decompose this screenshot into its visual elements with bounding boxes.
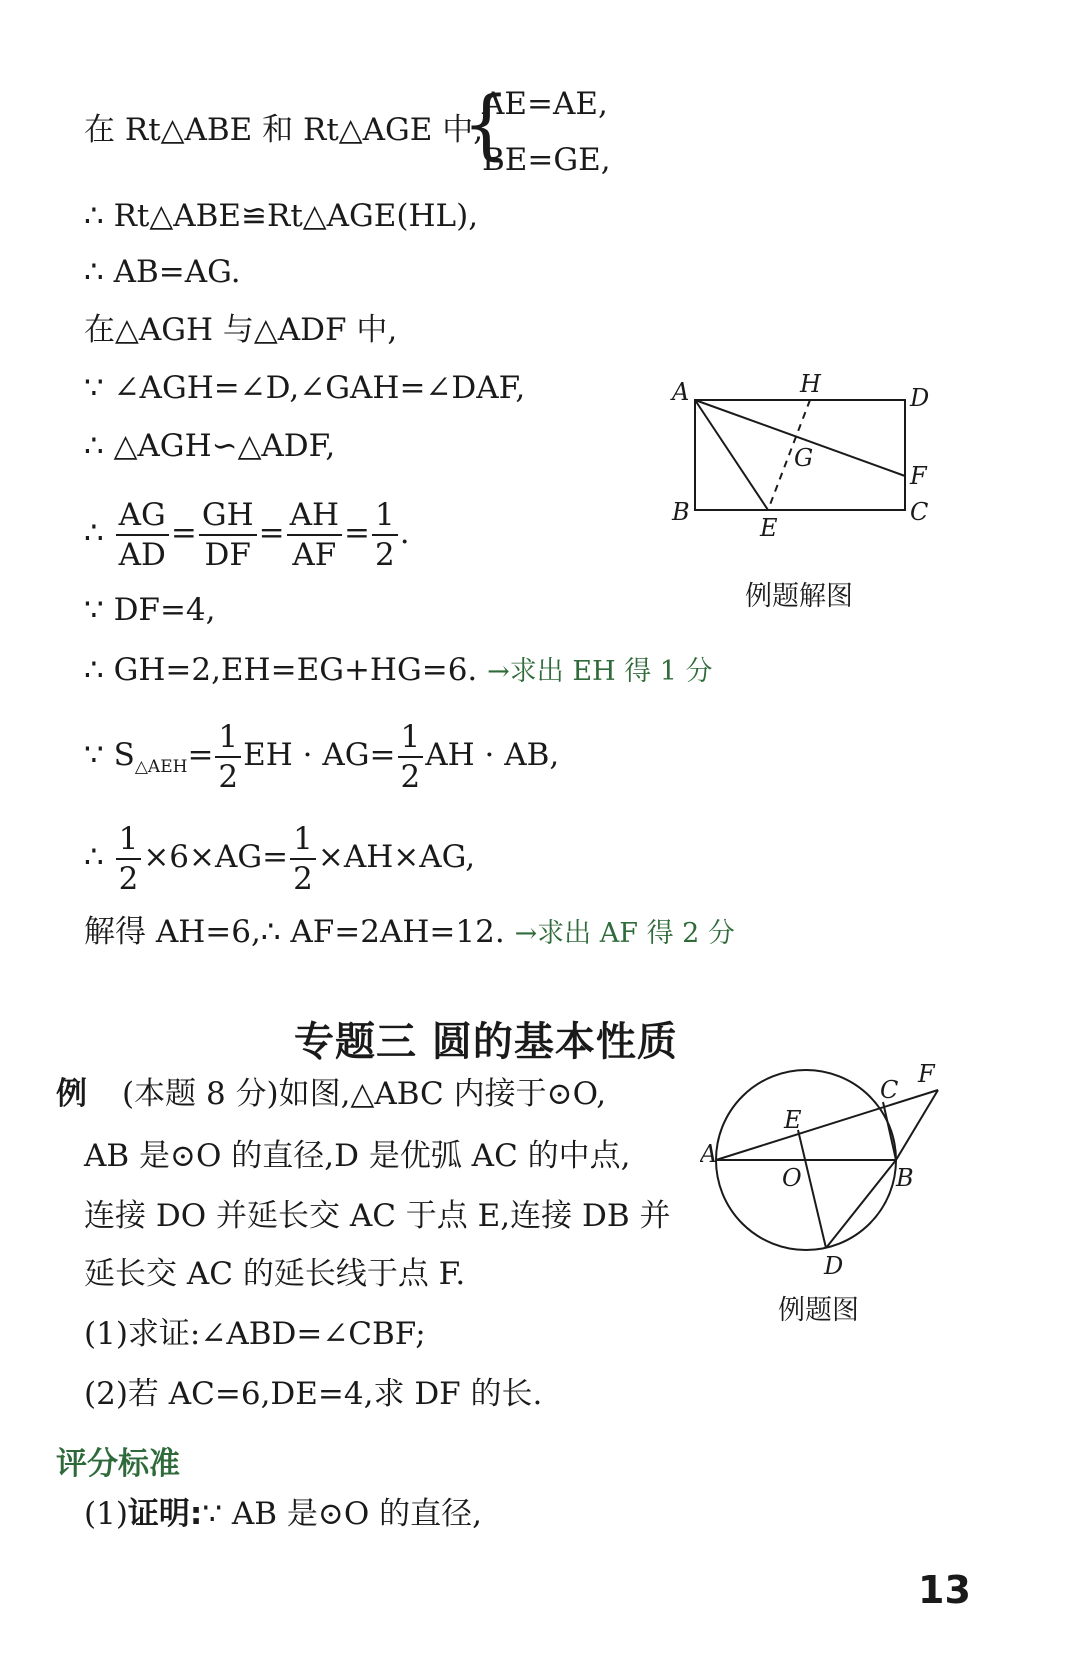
system-brace: { bbox=[462, 79, 511, 168]
area-line: ∵ $S_{\triangle AEH}=$ $\frac{1}{2}$ EH · AG= $\frac{1}{2}$ AH · AB, bbox=[84, 718, 560, 795]
fraction-half-3: $\frac{1}{2}$ bbox=[116, 820, 142, 898]
equation-line: ∴ $\frac{1}{2}$ ×6×AG= $\frac{1}{2}$ ×AH×AG, bbox=[84, 820, 476, 897]
section-title: 专题三 圆的基本性质 bbox=[294, 1019, 678, 1065]
label-e: E bbox=[784, 1106, 802, 1134]
segment-de bbox=[798, 1130, 826, 1248]
solution-line-result: 解得 AH=6,∴ AF=2AH=12. →求出 AF 得 2 分 bbox=[84, 914, 735, 950]
fraction-ag-ad: $\frac{AG}{AD}$ bbox=[116, 496, 169, 574]
segment-ae bbox=[695, 400, 768, 510]
solution-line-gh: ∴ GH=2,EH=EG+HG=6. →求出 EH 得 1 分 bbox=[84, 652, 713, 688]
fraction-ah-af: $\frac{AH}{AF}$ bbox=[287, 496, 342, 574]
label-f: F bbox=[918, 1060, 935, 1088]
solution-line-df: ∵ DF=4, bbox=[84, 592, 216, 628]
figure-rectangle bbox=[660, 368, 960, 598]
fraction-half-1: $\frac{1}{2}$ bbox=[215, 718, 241, 796]
label-h: H bbox=[800, 370, 821, 398]
solution-line-congruent: ∴ Rt△ABE≌Rt△AGE(HL), bbox=[84, 198, 479, 234]
label-o: O bbox=[782, 1164, 802, 1192]
fraction-one-half: $\frac{1}{2}$ bbox=[372, 496, 398, 574]
solution-line-similar: ∴ △AGH∽△ADF, bbox=[84, 428, 336, 464]
segment-bc bbox=[883, 1102, 896, 1160]
solution-line-triangles: 在△AGH 与△ADF 中, bbox=[84, 312, 398, 348]
figure-circle bbox=[700, 1052, 970, 1282]
example-line-2: AB 是⊙O 的直径,D 是优弧 AC 的中点, bbox=[84, 1138, 631, 1174]
label-b: B bbox=[672, 498, 690, 526]
example-question-2: (2)若 AC=6,DE=4,求 DF 的长. bbox=[84, 1376, 543, 1412]
figure1-caption: 例题解图 bbox=[745, 581, 853, 612]
label-f: F bbox=[910, 462, 927, 490]
label-d: D bbox=[824, 1252, 844, 1280]
example-question-1: (1)求证:∠ABD=∠CBF; bbox=[84, 1316, 426, 1352]
solution-line-1: 在 Rt△ABE 和 Rt△AGE 中, bbox=[84, 112, 484, 148]
ratio-line: ∴ $\frac{AG}{AD}$ = $\frac{GH}{DF}$ = $\frac{AH}{AF}$ = $\frac{1}{2}$ . bbox=[84, 496, 410, 573]
fraction-gh-df: $\frac{GH}{DF}$ bbox=[199, 496, 257, 574]
therefore-symbol: ∴ bbox=[84, 515, 104, 551]
example-label: 例 bbox=[56, 1076, 87, 1112]
example-line-4: 延长交 AC 的延长线于点 F. bbox=[84, 1256, 466, 1292]
label-a: A bbox=[672, 378, 690, 406]
label-e: E bbox=[760, 514, 778, 542]
solution-line-ab-ag: ∴ AB=AG. bbox=[84, 254, 241, 290]
label-b: B bbox=[896, 1164, 914, 1192]
system-eq-2: BE=GE, bbox=[482, 142, 611, 178]
fraction-half-2: $\frac{1}{2}$ bbox=[398, 718, 424, 796]
label-c: C bbox=[880, 1076, 899, 1104]
grading-heading: 评分标准 bbox=[56, 1446, 180, 1482]
label-g: G bbox=[794, 444, 814, 472]
score-note-eh: →求出 EH 得 1 分 bbox=[487, 656, 713, 687]
label-a: A bbox=[700, 1140, 718, 1168]
solution-line-angles: ∵ ∠AGH=∠D,∠GAH=∠DAF, bbox=[84, 370, 526, 406]
figure2-caption: 例题图 bbox=[778, 1295, 859, 1326]
segment-af bbox=[716, 1090, 938, 1160]
system-eq-1: AE=AE, bbox=[482, 86, 608, 122]
score-note-af: →求出 AF 得 2 分 bbox=[514, 918, 735, 949]
label-d: D bbox=[910, 384, 930, 412]
example-line-1: (本题 8 分)如图,△ABC 内接于⊙O, bbox=[122, 1076, 607, 1112]
example-line-3: 连接 DO 并延长交 AC 于点 E,连接 DB 并 bbox=[84, 1198, 671, 1234]
page-number: 13 bbox=[918, 1568, 971, 1612]
label-c: C bbox=[910, 498, 929, 526]
fraction-half-4: $\frac{1}{2}$ bbox=[290, 820, 316, 898]
grading-proof-line: (1)证明:∵ AB 是⊙O 的直径, bbox=[84, 1496, 483, 1532]
